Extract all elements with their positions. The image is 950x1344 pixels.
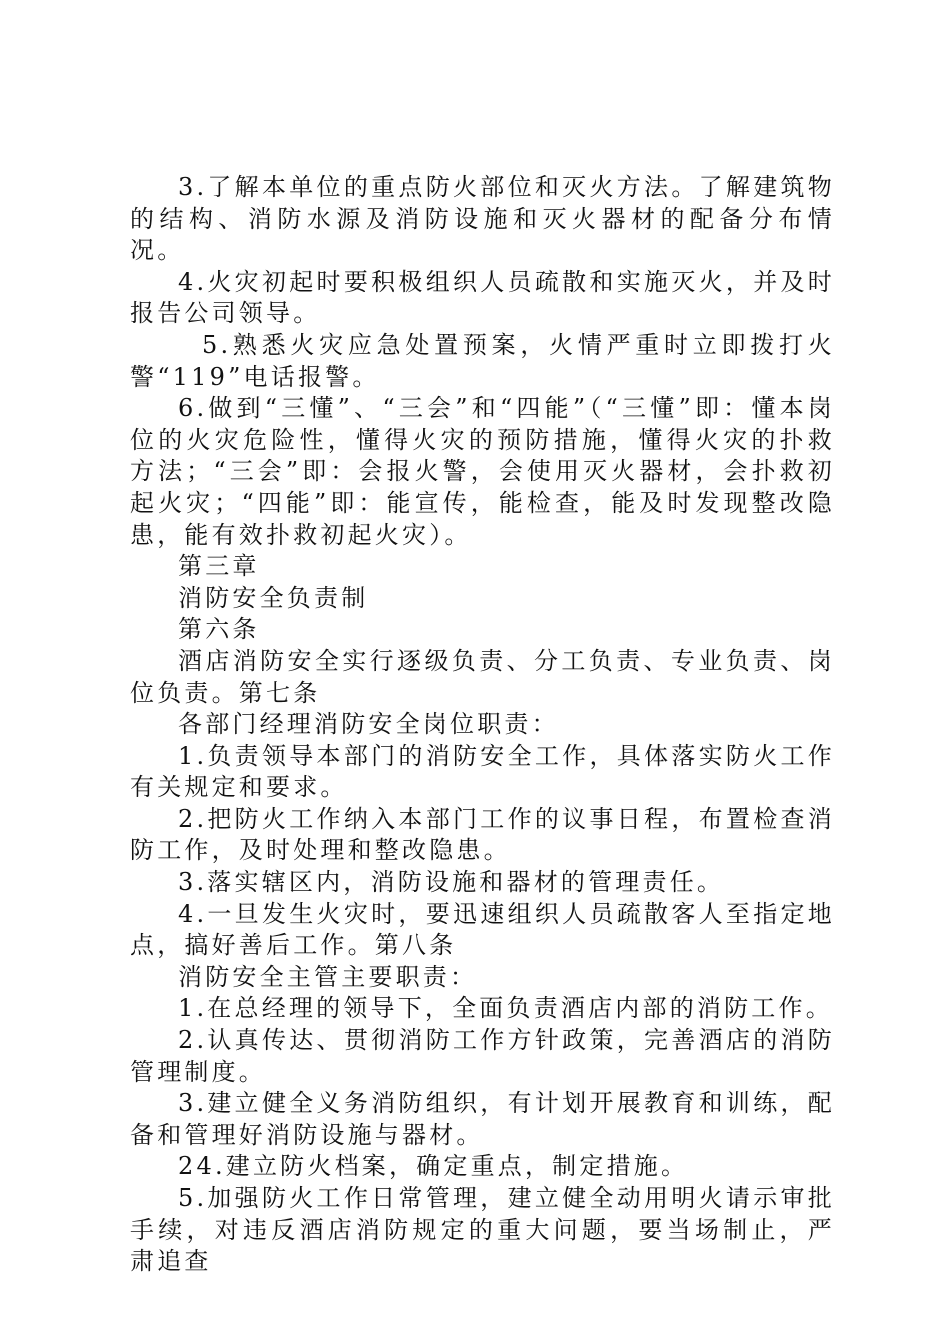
document-body	[130, 172, 835, 1278]
paragraph-item-6: 6.做到“三懂”、“三会”和“四能”（“三懂”即：懂本岗位的火灾危险性，懂得火灾的预防措施，懂得火灾的扑救方法；“三会”即：会报火警，会使用灭火器材，会扑救初起火灾；“四能”即：能宣传，能检查，能及时发现整改隐患，能有效扑救初起火灾）。	[130, 394, 835, 549]
supervisor-duty-2: 2.认真传达、贯彻消防工作方针政策，完善酒店的消防管理制度。	[130, 1026, 835, 1086]
manager-duty-4: 4.一旦发生火灾时，要迅速组织人员疏散客人至指定地点，搞好善后工作。第八条	[130, 899, 835, 960]
manager-duties-heading: 各部门经理消防安全岗位职责：	[178, 710, 559, 739]
chapter-title: 消防安全负责制	[178, 583, 369, 612]
paragraph-item-3: 3.了解本单位的重点防火部位和灭火方法。了解建筑物的结构、消防水源及消防设施和灭火器材的配备分布情况。	[130, 173, 835, 265]
manager-duty-1: 1.负责领导本部门的消防安全工作，具体落实防火工作有关规定和要求。	[130, 741, 835, 802]
article-6-text: 酒店消防安全实行逐级负责、分工负责、专业负责、岗位负责。第七条	[130, 646, 835, 707]
paragraph-item-4: 4.火灾初起时要积极组织人员疏散和实施灭火，并及时报告公司领导。	[130, 267, 835, 328]
supervisor-duty-5: 5.加强防火工作日常管理，建立健全动用明火请示审批手续，对违反酒店消防规定的重大问题，要当场制止，严肃追查	[130, 1184, 835, 1276]
manager-duty-3: 3.落实辖区内，消防设施和器材的管理责任。	[178, 868, 725, 897]
manager-duty-2: 2.把防火工作纳入本部门工作的议事日程，布置检查消防工作，及时处理和整改隐患。	[130, 804, 835, 865]
supervisor-duty-3: 3.建立健全义务消防组织，有计划开展教育和训练，配备和管理好消防设施与器材。	[130, 1089, 835, 1149]
supervisor-duties-heading: 消防安全主管主要职责：	[178, 962, 478, 991]
article-6-heading: 第六条	[178, 615, 260, 644]
chapter-heading: 第三章	[178, 552, 260, 581]
supervisor-duty-1: 1.在总经理的领导下，全面负责酒店内部的消防工作。	[178, 994, 833, 1023]
paragraph-item-5: 5.熟悉火灾应急处置预案，火情严重时立即拨打火警“119”电话报警。	[130, 330, 835, 391]
supervisor-duty-24: 24.建立防火档案，确定重点，制定措施。	[178, 1152, 689, 1181]
